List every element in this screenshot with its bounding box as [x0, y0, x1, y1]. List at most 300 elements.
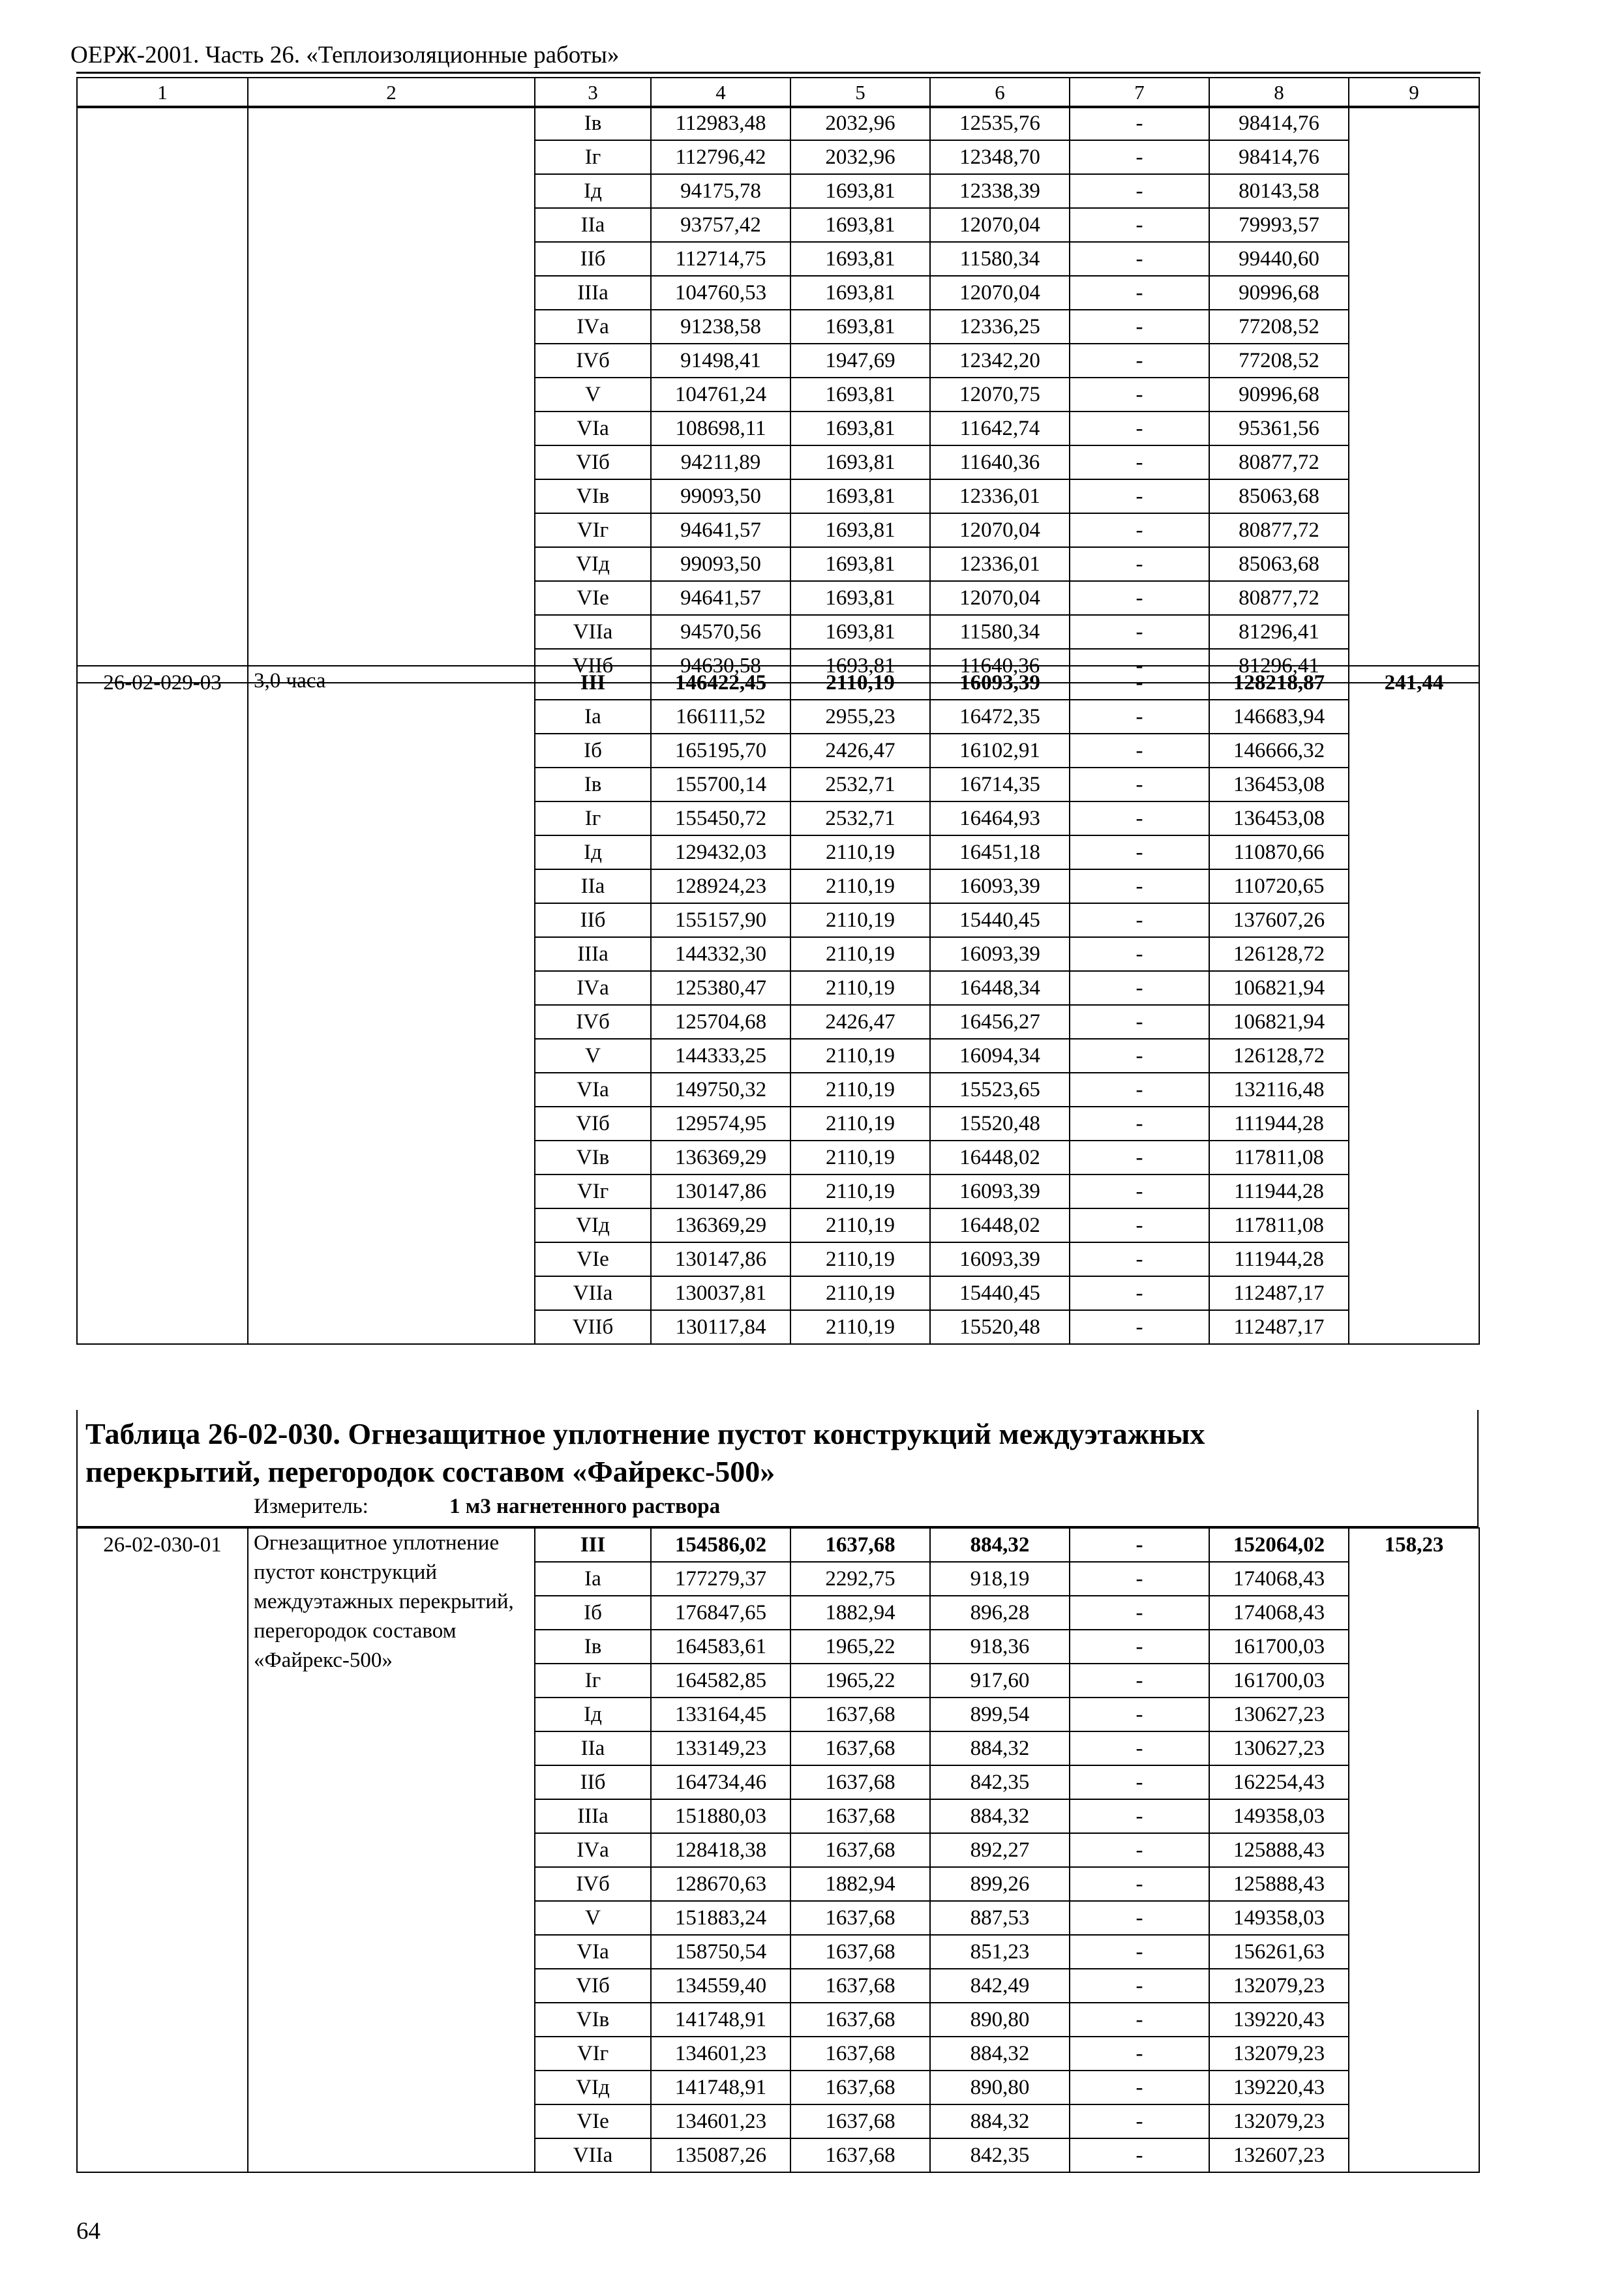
cell-col-7: -: [1070, 1242, 1209, 1276]
cell-col-3: Iд: [535, 174, 651, 208]
cell-col-8: 99440,60: [1209, 242, 1349, 276]
cell-col-4: 164734,46: [651, 1765, 790, 1799]
col-6: 6: [930, 78, 1070, 108]
cell-col-5: 2032,96: [790, 106, 930, 140]
cell-name: [248, 106, 535, 683]
cell-col-5: 2110,19: [790, 903, 930, 937]
cell-col-7: -: [1070, 242, 1209, 276]
cell-col-6: 12070,04: [930, 513, 1070, 547]
cell-col-3: VIв: [535, 1141, 651, 1174]
cell-col-6: 16093,39: [930, 869, 1070, 903]
cell-col-7: -: [1070, 1562, 1209, 1596]
cell-col-4: 94175,78: [651, 174, 790, 208]
cell-col-3: VIв: [535, 479, 651, 513]
cell-col-3: VIIб: [535, 1310, 651, 1344]
cell-col-6: 15440,45: [930, 903, 1070, 937]
cell-col-8: 110870,66: [1209, 835, 1349, 869]
col-8: 8: [1209, 78, 1349, 108]
cell-col-4: 104761,24: [651, 378, 790, 411]
col-5: 5: [790, 78, 930, 108]
cell-col-6: 892,27: [930, 1833, 1070, 1867]
cell-col-7: -: [1070, 666, 1209, 700]
cell-col-5: 1693,81: [790, 310, 930, 344]
cell-col-3: IIб: [535, 903, 651, 937]
cell-col-5: 1637,68: [790, 1731, 930, 1765]
cell-col-6: 12070,75: [930, 378, 1070, 411]
cell-col-7: -: [1070, 106, 1209, 140]
cell-col-6: 15520,48: [930, 1310, 1070, 1344]
cell-col-6: 899,26: [930, 1867, 1070, 1901]
cell-col-3: VIд: [535, 547, 651, 581]
cell-col-5: 1637,68: [790, 1935, 930, 1969]
cell-col-5: 2110,19: [790, 1242, 930, 1276]
cell-col-4: 108698,11: [651, 411, 790, 445]
cell-col-4: 104760,53: [651, 276, 790, 310]
section-030-01-table: [76, 1527, 1480, 2173]
cell-col-4: 99093,50: [651, 547, 790, 581]
cell-col-3: Iв: [535, 768, 651, 801]
cell-col-4: 133164,45: [651, 1698, 790, 1731]
cell-col-4: 155700,14: [651, 768, 790, 801]
cell-col-8: 85063,68: [1209, 479, 1349, 513]
cell-col-3: IIIа: [535, 1799, 651, 1833]
cell-col-6: 12070,04: [930, 208, 1070, 242]
cell-col-7: -: [1070, 310, 1209, 344]
cell-col-7: -: [1070, 411, 1209, 445]
cell-col-3: IIб: [535, 1765, 651, 1799]
cell-total: 158,23: [1349, 1528, 1479, 2172]
cell-col-5: 1637,68: [790, 1528, 930, 1562]
cell-col-7: -: [1070, 513, 1209, 547]
cell-col-7: -: [1070, 1867, 1209, 1901]
cell-col-5: 2532,71: [790, 768, 930, 801]
cell-col-5: 1693,81: [790, 513, 930, 547]
cell-col-8: 81296,41: [1209, 649, 1349, 683]
cell-col-4: 135087,26: [651, 2138, 790, 2172]
cell-col-5: 2110,19: [790, 1141, 930, 1174]
cell-col-7: -: [1070, 1174, 1209, 1208]
cell-col-8: 126128,72: [1209, 1039, 1349, 1073]
cell-col-5: 1637,68: [790, 2138, 930, 2172]
cell-col-8: 112487,17: [1209, 1310, 1349, 1344]
table-row: [77, 666, 1479, 700]
cell-col-6: 11640,36: [930, 649, 1070, 683]
cell-col-6: 16093,39: [930, 1242, 1070, 1276]
cell-col-8: 132079,23: [1209, 1969, 1349, 2003]
cell-col-5: 1637,68: [790, 1833, 930, 1867]
col-4: 4: [651, 78, 790, 108]
cell-col-3: Iв: [535, 1630, 651, 1664]
cell-col-7: -: [1070, 1141, 1209, 1174]
cell-col-5: 1637,68: [790, 2104, 930, 2138]
cell-col-5: 1637,68: [790, 1901, 930, 1935]
cell-col-3: III: [535, 666, 651, 700]
cell-col-8: 146666,32: [1209, 734, 1349, 768]
cell-col-5: 1693,81: [790, 581, 930, 615]
cell-col-6: 12348,70: [930, 140, 1070, 174]
cell-col-3: IIIа: [535, 276, 651, 310]
cell-col-6: 16448,02: [930, 1141, 1070, 1174]
cell-col-4: 176847,65: [651, 1596, 790, 1630]
cell-col-3: VIб: [535, 445, 651, 479]
cell-col-4: 128418,38: [651, 1833, 790, 1867]
cell-col-7: -: [1070, 1596, 1209, 1630]
col-9: 9: [1349, 78, 1479, 108]
cell-col-5: 2426,47: [790, 1005, 930, 1039]
cell-col-8: 136453,08: [1209, 801, 1349, 835]
cell-col-4: 94211,89: [651, 445, 790, 479]
cell-col-6: 884,32: [930, 1799, 1070, 1833]
cell-col-5: 2110,19: [790, 869, 930, 903]
cell-name: 3,0 часа: [248, 666, 535, 1344]
cell-col-4: 128924,23: [651, 869, 790, 903]
cell-col-3: VIе: [535, 2104, 651, 2138]
cell-col-3: IIа: [535, 208, 651, 242]
cell-col-8: 132079,23: [1209, 2037, 1349, 2071]
cell-col-4: 149750,32: [651, 1073, 790, 1107]
cell-col-7: -: [1070, 869, 1209, 903]
cell-total: [1349, 106, 1479, 683]
cell-col-8: 137607,26: [1209, 903, 1349, 937]
cell-col-5: 2110,19: [790, 1174, 930, 1208]
cell-col-6: 15520,48: [930, 1107, 1070, 1141]
cell-col-6: 12070,04: [930, 581, 1070, 615]
cell-col-7: -: [1070, 2003, 1209, 2037]
cell-col-7: -: [1070, 801, 1209, 835]
cell-col-7: -: [1070, 2071, 1209, 2104]
cell-col-6: 12336,01: [930, 547, 1070, 581]
col-7: 7: [1070, 78, 1209, 108]
cell-col-6: 884,32: [930, 2104, 1070, 2138]
cell-col-5: 2032,96: [790, 140, 930, 174]
cell-code: [77, 106, 248, 683]
cell-col-3: V: [535, 378, 651, 411]
page-header-title: ОЕРЖ-2001. Часть 26. «Теплоизоляционные работы»: [70, 42, 620, 68]
cell-col-8: 132079,23: [1209, 2104, 1349, 2138]
cell-col-3: VIе: [535, 581, 651, 615]
cell-col-8: 161700,03: [1209, 1664, 1349, 1698]
cell-col-3: III: [535, 1528, 651, 1562]
cell-col-7: -: [1070, 1698, 1209, 1731]
cell-col-3: IVб: [535, 1005, 651, 1039]
cell-col-3: Iг: [535, 801, 651, 835]
section-029-03-table: [76, 665, 1480, 1345]
cell-col-7: -: [1070, 581, 1209, 615]
cell-col-6: 16472,35: [930, 700, 1070, 734]
cell-col-4: 130147,86: [651, 1242, 790, 1276]
cell-col-4: 94630,58: [651, 649, 790, 683]
cell-col-7: -: [1070, 1107, 1209, 1141]
cell-col-7: -: [1070, 1005, 1209, 1039]
cell-col-8: 106821,94: [1209, 971, 1349, 1005]
table-030-title-block: [76, 1410, 1479, 1527]
cell-col-6: 12342,20: [930, 344, 1070, 378]
cell-col-6: 842,35: [930, 1765, 1070, 1799]
cell-col-4: 99093,50: [651, 479, 790, 513]
cell-col-8: 136453,08: [1209, 768, 1349, 801]
cell-col-6: 851,23: [930, 1935, 1070, 1969]
cell-col-7: -: [1070, 2104, 1209, 2138]
cell-col-5: 2110,19: [790, 835, 930, 869]
table-030-title: [85, 1415, 1205, 1491]
cell-col-5: 2110,19: [790, 1208, 930, 1242]
cell-col-3: VIд: [535, 2071, 651, 2104]
cell-col-7: -: [1070, 479, 1209, 513]
cell-col-4: 112714,75: [651, 242, 790, 276]
cell-col-3: IIа: [535, 869, 651, 903]
cell-col-6: 16102,91: [930, 734, 1070, 768]
cell-col-8: 149358,03: [1209, 1901, 1349, 1935]
cell-col-6: 16448,34: [930, 971, 1070, 1005]
cell-col-8: 174068,43: [1209, 1562, 1349, 1596]
cell-col-8: 80877,72: [1209, 513, 1349, 547]
cell-col-6: 11580,34: [930, 242, 1070, 276]
cell-col-8: 132607,23: [1209, 2138, 1349, 2172]
cell-col-3: IVа: [535, 1833, 651, 1867]
table-030-title-line2: перекрытий, перегородок составом «Файрекс-500»: [85, 1455, 775, 1488]
cell-col-7: -: [1070, 445, 1209, 479]
cell-col-8: 98414,76: [1209, 106, 1349, 140]
cell-col-5: 2110,19: [790, 666, 930, 700]
cell-col-5: 1637,68: [790, 1799, 930, 1833]
cell-name: Огнезащитное уплотнение пустот конструкций междуэтажных перекрытий, перегородок составом «Файрекс-500»: [248, 1528, 535, 2172]
cell-col-7: -: [1070, 1310, 1209, 1344]
cell-code: 26-02-029-03: [77, 666, 248, 1344]
cell-col-5: 1882,94: [790, 1867, 930, 1901]
cell-col-5: 2292,75: [790, 1562, 930, 1596]
cell-col-7: -: [1070, 208, 1209, 242]
cell-col-3: VIа: [535, 1073, 651, 1107]
cell-col-8: 125888,43: [1209, 1833, 1349, 1867]
cell-col-6: 842,35: [930, 2138, 1070, 2172]
cell-col-5: 1693,81: [790, 411, 930, 445]
cell-col-4: 134559,40: [651, 1969, 790, 2003]
cell-col-3: Iа: [535, 700, 651, 734]
cell-col-6: 884,32: [930, 2037, 1070, 2071]
page-number: 64: [76, 2218, 100, 2245]
cell-col-6: 890,80: [930, 2003, 1070, 2037]
cell-col-4: 130147,86: [651, 1174, 790, 1208]
cell-col-6: 896,28: [930, 1596, 1070, 1630]
cell-col-4: 91498,41: [651, 344, 790, 378]
cell-col-5: 2110,19: [790, 971, 930, 1005]
cell-col-4: 136369,29: [651, 1208, 790, 1242]
cell-col-3: IVб: [535, 344, 651, 378]
cell-col-6: 12070,04: [930, 276, 1070, 310]
cell-col-7: -: [1070, 344, 1209, 378]
cell-col-5: 1693,81: [790, 174, 930, 208]
cell-col-5: 1965,22: [790, 1630, 930, 1664]
cell-col-7: -: [1070, 734, 1209, 768]
cell-col-8: 152064,02: [1209, 1528, 1349, 1562]
cell-col-4: 91238,58: [651, 310, 790, 344]
cell-col-4: 94570,56: [651, 615, 790, 649]
cell-col-8: 111944,28: [1209, 1107, 1349, 1141]
cell-col-5: 2955,23: [790, 700, 930, 734]
cell-col-3: Iг: [535, 140, 651, 174]
cell-col-4: 155450,72: [651, 801, 790, 835]
cell-col-5: 1693,81: [790, 615, 930, 649]
cell-col-8: 125888,43: [1209, 1867, 1349, 1901]
cell-col-8: 162254,43: [1209, 1765, 1349, 1799]
cell-col-8: 139220,43: [1209, 2003, 1349, 2037]
cell-col-4: 133149,23: [651, 1731, 790, 1765]
cell-col-7: -: [1070, 615, 1209, 649]
cell-col-7: -: [1070, 700, 1209, 734]
cell-col-7: -: [1070, 276, 1209, 310]
cell-col-5: 2110,19: [790, 1107, 930, 1141]
cell-col-7: -: [1070, 903, 1209, 937]
cell-col-7: -: [1070, 174, 1209, 208]
cell-col-8: 139220,43: [1209, 2071, 1349, 2104]
cell-col-7: -: [1070, 971, 1209, 1005]
cell-col-3: Iд: [535, 1698, 651, 1731]
cell-col-8: 156261,63: [1209, 1935, 1349, 1969]
cell-col-8: 146683,94: [1209, 700, 1349, 734]
cell-col-4: 151880,03: [651, 1799, 790, 1833]
cell-col-5: 1882,94: [790, 1596, 930, 1630]
cell-col-4: 125380,47: [651, 971, 790, 1005]
measure-label: Измеритель:: [254, 1495, 368, 1518]
table-030-title-line1: Таблица 26-02-030. Огнезащитное уплотнение пустот конструкций междуэтажных: [85, 1417, 1205, 1450]
cell-col-6: 16451,18: [930, 835, 1070, 869]
cell-col-5: 2110,19: [790, 1073, 930, 1107]
cell-col-7: -: [1070, 1935, 1209, 1969]
cell-col-6: 16093,39: [930, 666, 1070, 700]
cell-col-5: 1637,68: [790, 2003, 930, 2037]
cell-col-3: VIIа: [535, 615, 651, 649]
cell-col-7: -: [1070, 2037, 1209, 2071]
col-2: 2: [248, 78, 535, 108]
cell-col-4: 129574,95: [651, 1107, 790, 1141]
cell-col-3: VIв: [535, 2003, 651, 2037]
cell-total: 241,44: [1349, 666, 1479, 1344]
cell-col-3: VIIа: [535, 2138, 651, 2172]
cell-col-4: 144333,25: [651, 1039, 790, 1073]
cell-col-7: -: [1070, 547, 1209, 581]
cell-col-4: 112983,48: [651, 106, 790, 140]
cell-col-5: 2110,19: [790, 1310, 930, 1344]
cell-col-3: VIб: [535, 1969, 651, 2003]
cell-col-8: 80877,72: [1209, 581, 1349, 615]
cell-col-5: 1637,68: [790, 2037, 930, 2071]
cell-col-8: 106821,94: [1209, 1005, 1349, 1039]
cell-col-3: Iв: [535, 106, 651, 140]
cell-col-5: 1637,68: [790, 1969, 930, 2003]
cell-col-4: 134601,23: [651, 2104, 790, 2138]
cell-col-8: 128218,87: [1209, 666, 1349, 700]
cell-col-6: 16448,02: [930, 1208, 1070, 1242]
cell-col-3: IIIа: [535, 937, 651, 971]
col-3: 3: [535, 78, 651, 108]
cell-col-7: -: [1070, 1731, 1209, 1765]
cell-col-5: 1693,81: [790, 208, 930, 242]
cell-col-5: 2110,19: [790, 1276, 930, 1310]
cell-col-4: 164582,85: [651, 1664, 790, 1698]
cell-col-8: 111944,28: [1209, 1174, 1349, 1208]
cell-col-7: -: [1070, 1664, 1209, 1698]
cell-col-6: 887,53: [930, 1901, 1070, 1935]
cell-col-3: IIа: [535, 1731, 651, 1765]
cell-col-4: 94641,57: [651, 581, 790, 615]
cell-col-3: Iа: [535, 1562, 651, 1596]
cell-col-7: -: [1070, 1765, 1209, 1799]
cell-col-4: 164583,61: [651, 1630, 790, 1664]
cell-col-3: VIб: [535, 1107, 651, 1141]
cell-col-8: 117811,08: [1209, 1208, 1349, 1242]
cell-col-4: 129432,03: [651, 835, 790, 869]
cell-col-7: -: [1070, 1208, 1209, 1242]
cell-col-3: VIIа: [535, 1276, 651, 1310]
cell-col-3: VIг: [535, 1174, 651, 1208]
cell-col-4: 130117,84: [651, 1310, 790, 1344]
cell-col-6: 12535,76: [930, 106, 1070, 140]
cell-col-6: 842,49: [930, 1969, 1070, 2003]
cell-col-5: 1693,81: [790, 276, 930, 310]
cell-col-7: -: [1070, 1039, 1209, 1073]
cell-col-6: 899,54: [930, 1698, 1070, 1731]
cell-col-8: 149358,03: [1209, 1799, 1349, 1833]
cell-col-6: 12338,39: [930, 174, 1070, 208]
cell-col-4: 166111,52: [651, 700, 790, 734]
cell-col-5: 1693,81: [790, 445, 930, 479]
cell-col-4: 165195,70: [651, 734, 790, 768]
cell-col-8: 81296,41: [1209, 615, 1349, 649]
cell-col-6: 11580,34: [930, 615, 1070, 649]
cell-col-5: 1693,81: [790, 378, 930, 411]
cell-col-6: 12336,25: [930, 310, 1070, 344]
cell-col-7: -: [1070, 1833, 1209, 1867]
cell-col-7: -: [1070, 649, 1209, 683]
cell-col-6: 16093,39: [930, 1174, 1070, 1208]
cell-col-5: 1947,69: [790, 344, 930, 378]
cell-col-4: 141748,91: [651, 2003, 790, 2037]
cell-col-6: 918,19: [930, 1562, 1070, 1596]
cell-col-3: VIг: [535, 513, 651, 547]
cell-col-7: -: [1070, 937, 1209, 971]
cell-col-8: 90996,68: [1209, 378, 1349, 411]
cell-col-4: 158750,54: [651, 1935, 790, 1969]
cell-col-7: -: [1070, 1969, 1209, 2003]
cell-col-4: 146422,45: [651, 666, 790, 700]
cell-col-6: 12336,01: [930, 479, 1070, 513]
header-rule: [76, 72, 1481, 74]
cell-col-8: 80877,72: [1209, 445, 1349, 479]
cell-col-7: -: [1070, 1901, 1209, 1935]
cell-col-6: 16094,34: [930, 1039, 1070, 1073]
cell-col-4: 130037,81: [651, 1276, 790, 1310]
cell-col-5: 1637,68: [790, 1765, 930, 1799]
cell-col-8: 111944,28: [1209, 1242, 1349, 1276]
cell-col-3: Iб: [535, 734, 651, 768]
measure-value: 1 м3 нагнетенного раствора: [449, 1495, 721, 1518]
cell-col-8: 130627,23: [1209, 1698, 1349, 1731]
cell-col-4: 136369,29: [651, 1141, 790, 1174]
cell-col-4: 151883,24: [651, 1901, 790, 1935]
cell-col-6: 917,60: [930, 1664, 1070, 1698]
column-number-header: [76, 77, 1480, 108]
cell-col-4: 141748,91: [651, 2071, 790, 2104]
cell-col-5: 1637,68: [790, 2071, 930, 2104]
cell-col-4: 155157,90: [651, 903, 790, 937]
cell-col-8: 126128,72: [1209, 937, 1349, 971]
cell-col-3: Iб: [535, 1596, 651, 1630]
cell-col-6: 16093,39: [930, 937, 1070, 971]
cell-col-5: 1693,81: [790, 242, 930, 276]
cell-col-8: 98414,76: [1209, 140, 1349, 174]
cell-col-8: 79993,57: [1209, 208, 1349, 242]
cell-col-3: VIе: [535, 1242, 651, 1276]
